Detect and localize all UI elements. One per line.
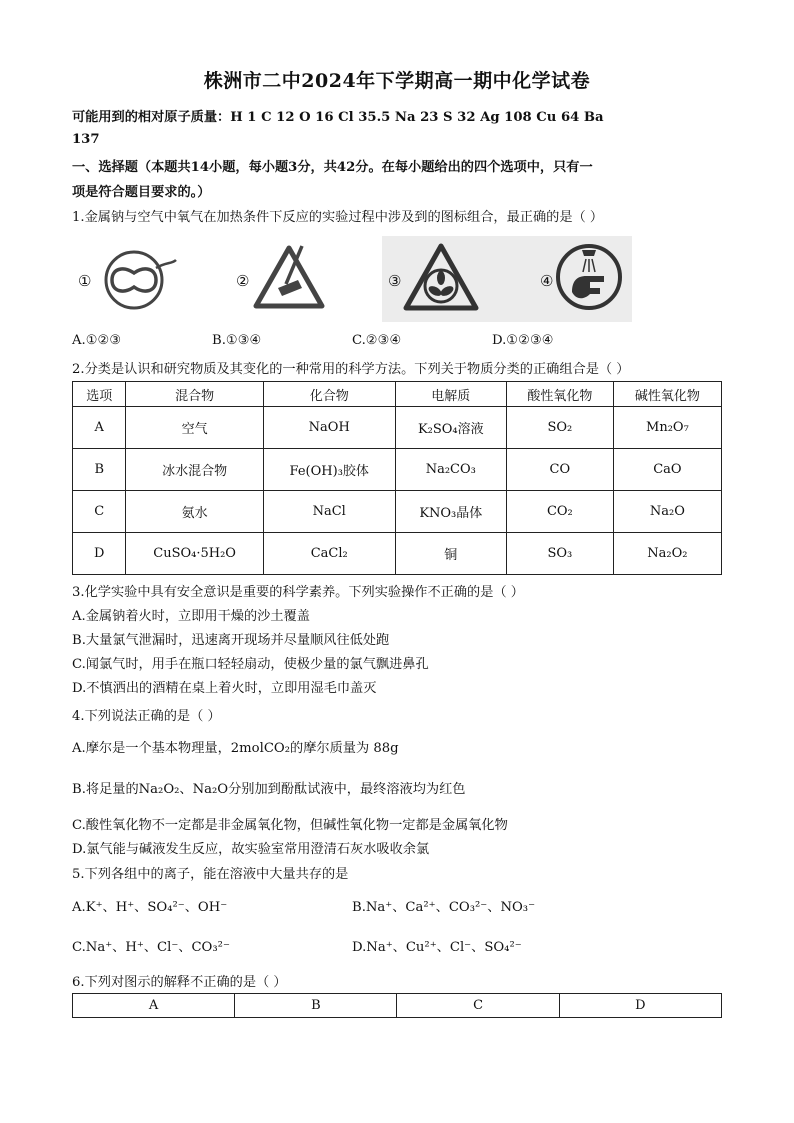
table-header-cell: 碱性氧化物 (613, 382, 721, 407)
question-4-stem: 4.下列说法正确的是（ ） (72, 709, 221, 724)
table-cell: K₂SO₄溶液 (395, 407, 506, 449)
q4-option-c: C.酸性氧化物不一定都是非金属氧化物，但碱性氧化物一定都是金属氧化物 (72, 818, 508, 833)
q3-option-d: D.不慎洒出的酒精在桌上着火时，立即用湿毛巾盖灭 (72, 681, 377, 696)
table-cell: B (73, 449, 126, 491)
question-1-stem: 1.金属钠与空气中氧气在加热条件下反应的实验过程中涉及到的图标组合，最正确的是（ ） (72, 210, 604, 225)
ventilation-fan-icon (402, 240, 480, 314)
question-3-stem: 3.化学实验中具有安全意识是重要的科学素养。下列实验操作不正确的是（ ） (72, 585, 524, 600)
table-cell: NaCl (263, 491, 395, 533)
icon-number-1: ① (78, 272, 92, 290)
table-cell: CaO (613, 449, 721, 491)
page-title: 株洲市二中2024年下学期高一期中化学试卷 (203, 70, 591, 92)
sharp-object-icon (250, 240, 328, 312)
table-cell: 铜 (395, 533, 506, 575)
q1-option-b: B.①③④ (212, 333, 262, 348)
q1-option-a: A.①②③ (72, 333, 122, 348)
table-cell: A (73, 407, 126, 449)
table-header-cell: 选项 (73, 382, 126, 407)
table-cell: Na₂O₂ (613, 533, 721, 575)
table-cell: NaOH (263, 407, 395, 449)
section-heading-line-2: 项是符合题目要求的。） (72, 185, 211, 200)
table-cell: CO₂ (506, 491, 613, 533)
icon-number-3: ③ (388, 272, 402, 290)
wash-hands-icon (554, 242, 624, 312)
q5-option-d: D.Na⁺、Cu²⁺、Cl⁻、SO₄²⁻ (352, 940, 522, 955)
q3-option-a: A.金属钠着火时，立即用干燥的沙土覆盖 (72, 609, 310, 624)
q1-icon-strip (72, 236, 632, 326)
table-cell: CaCl₂ (263, 533, 395, 575)
q2-classification-table (72, 381, 722, 575)
table-cell: Mn₂O₇ (613, 407, 721, 449)
table-cell: D (73, 533, 126, 575)
table-cell: SO₃ (506, 533, 613, 575)
table-cell: Na₂CO₃ (395, 449, 506, 491)
q1-option-d: D.①②③④ (492, 333, 554, 348)
q4-option-a: A.摩尔是一个基本物理量，2molCO₂的摩尔质量为 88g (72, 741, 399, 756)
icon-number-2: ② (236, 272, 250, 290)
q1-option-c: C.②③④ (352, 333, 402, 348)
q5-option-a: A.K⁺、H⁺、SO₄²⁻、OH⁻ (72, 900, 228, 915)
section-heading-line-1: 一、选择题（本题共14小题，每小题3分，共42分。在每小题给出的四个选项中，只有一 (72, 160, 593, 175)
table-header-row (73, 382, 722, 407)
table-cell: Na₂O (613, 491, 721, 533)
table-cell: CO (506, 449, 613, 491)
table-header-cell: 酸性氧化物 (506, 382, 613, 407)
q5-option-b: B.Na⁺、Ca²⁺、CO₃²⁻、NO₃⁻ (352, 900, 536, 915)
table-header-cell: B (235, 994, 397, 1018)
table-cell: CuSO₄·5H₂O (126, 533, 263, 575)
table-cell: 空气 (126, 407, 263, 449)
goggles-icon (96, 246, 178, 312)
table-row (73, 449, 722, 491)
table-header-cell: D (559, 994, 721, 1018)
atomic-mass-line-2: 137 (72, 132, 100, 147)
question-6-stem: 6.下列对图示的解释不正确的是（ ） (72, 975, 287, 990)
table-cell: 冰水混合物 (126, 449, 263, 491)
table-header-cell: A (73, 994, 235, 1018)
table-row (73, 491, 722, 533)
question-2-stem: 2.分类是认识和研究物质及其变化的一种常用的科学方法。下列关于物质分类的正确组合是（ ） (72, 362, 630, 377)
table-cell: C (73, 491, 126, 533)
q5-option-c: C.Na⁺、H⁺、Cl⁻、CO₃²⁻ (72, 940, 230, 955)
table-header-row (73, 994, 722, 1018)
icon-number-4: ④ (540, 272, 554, 290)
table-cell: SO₂ (506, 407, 613, 449)
table-row (73, 407, 722, 449)
table-cell: KNO₃晶体 (395, 491, 506, 533)
table-header-cell: 混合物 (126, 382, 263, 407)
table-row (73, 533, 722, 575)
table-cell: 氨水 (126, 491, 263, 533)
q4-option-d: D.氯气能与碱液发生反应，故实验室常用澄清石灰水吸收余氯 (72, 842, 430, 857)
q6-figure-table (72, 993, 722, 1018)
q3-option-b: B.大量氯气泄漏时，迅速离开现场并尽量顺风往低处跑 (72, 633, 390, 648)
table-header-cell: 化合物 (263, 382, 395, 407)
q4-option-b: B.将足量的Na₂O₂、Na₂O分别加到酚酞试液中，最终溶液均为红色 (72, 782, 466, 797)
question-5-stem: 5.下列各组中的离子，能在溶液中大量共存的是 (72, 867, 349, 882)
q3-option-c: C.闻氯气时，用手在瓶口轻轻扇动，使极少量的氯气飘进鼻孔 (72, 657, 429, 672)
table-header-cell: 电解质 (395, 382, 506, 407)
table-cell: Fe(OH)₃胶体 (263, 449, 395, 491)
atomic-mass-line-1: 可能用到的相对原子质量：H 1 C 12 O 16 Cl 35.5 Na 23 S 32 Ag 108 Cu 64 Ba (72, 110, 604, 125)
table-header-cell: C (397, 994, 559, 1018)
